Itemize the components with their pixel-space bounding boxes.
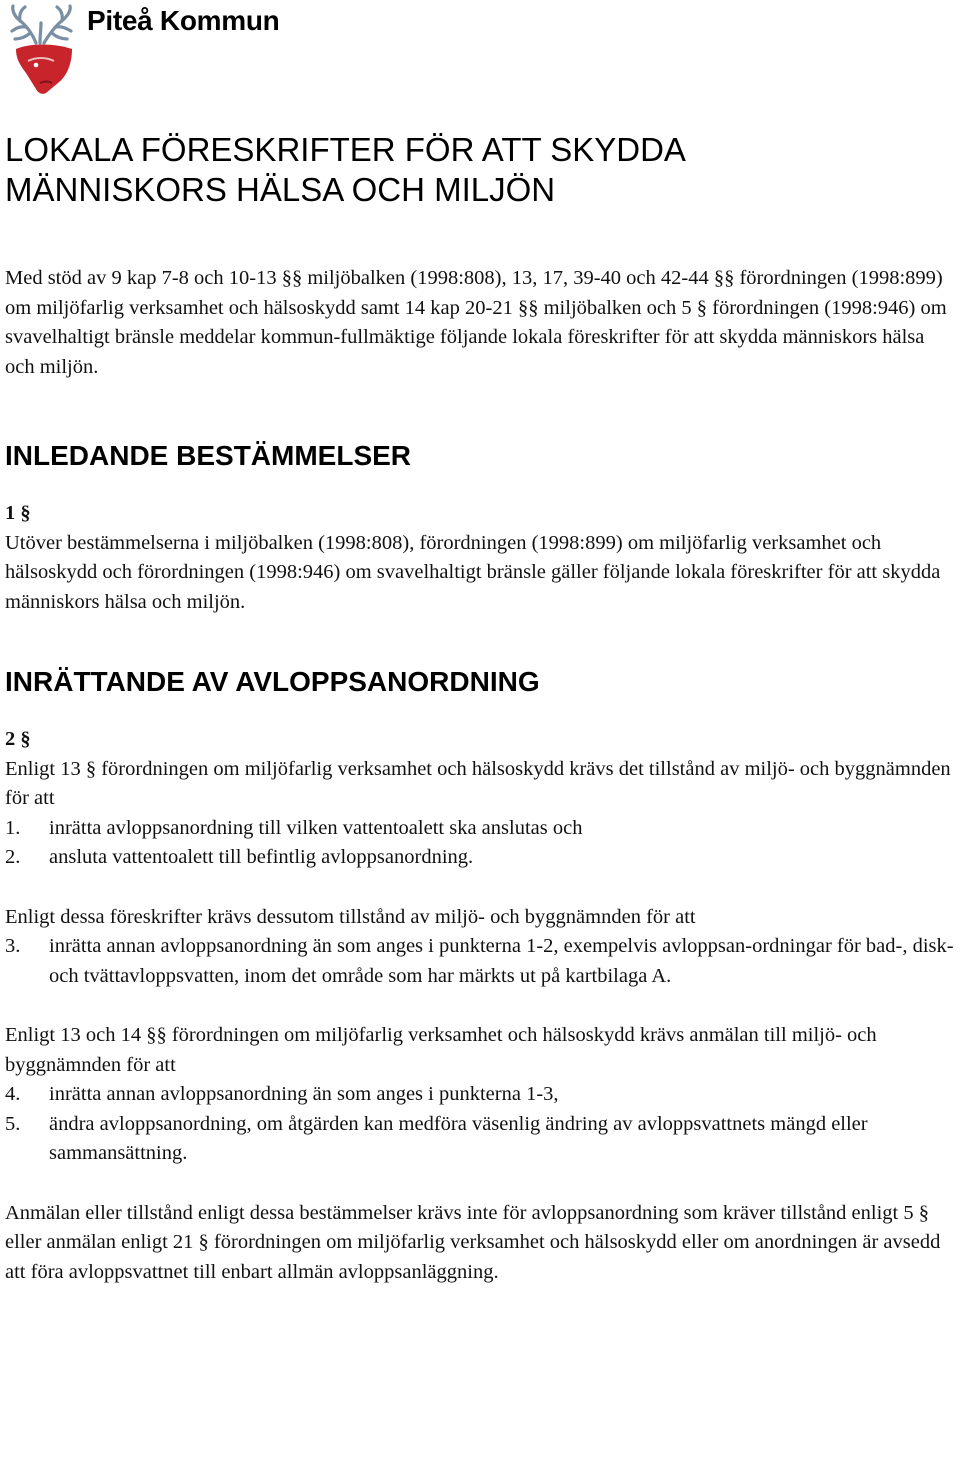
document-title [5,130,957,210]
paragraph-2-text-d: Anmälan eller tillstånd enligt dessa bestämmelser krävs inte för avloppsanordning som kräver tillstånd enligt 5 § eller anmälan enligt 21 § förordningen om miljöfarlig verksamhet och hälsoskydd eller om anordningen är avsedd att föra avloppsvattnet till enbart allmän avloppsanläggning. [5,1201,941,1283]
list-item: 5. ändra avloppsanordning, om åtgärden kan medföra väsenlig ändring av avloppsvattnets mängd eller sammansättning. [5,1112,868,1164]
list-item: 1. inrätta avloppsanordning till vilken vattentoalett ska anslutas och [5,816,583,839]
intro-paragraph: Med stöd av 9 kap 7-8 och 10-13 §§ miljöbalken (1998:808), 13, 17, 39-40 och 42-44 §§ förordningen (1998:899) om miljöfarlig verksamhet och hälsoskydd samt 14 kap 20-21 §§ miljöbalken och 5 § förordningen (1998:946) om svavelhaltigt bränsle meddelar kommun-fullmäktige följande lokala föreskrifter för att skydda människors hälsa och miljön. [5,267,947,378]
title-line-1: LOKALA FÖRESKRIFTER FÖR ATT SKYDDA [5,131,686,168]
page-header [6,3,279,99]
title-line-2: MÄNNISKORS HÄLSA OCH MILJÖN [5,171,556,208]
section-heading-inledande: INLEDANDE BESTÄMMELSER [5,440,412,471]
paragraph-number-1: 1 § [5,502,31,524]
list-a [5,814,957,873]
list-item: 4. inrätta annan avloppsanordning än som anges i punkterna 1-3, [5,1083,559,1105]
document-body [5,130,957,1287]
paragraph-number-2: 2 § [5,728,31,750]
paragraph-2-text-b: Enligt dessa föreskrifter krävs dessutom tillstånd av miljö- och byggnämnden för att [5,905,696,928]
list-item: 2. ansluta vattentoalett till befintlig avloppsanordning. [5,846,474,868]
list-b [5,932,957,991]
section-heading-avloppsanordning: INRÄTTANDE AV AVLOPPSANORDNING [5,666,540,697]
paragraph-2-text-a: Enligt 13 § förordningen om miljöfarlig verksamhet och hälsoskydd krävs det tillstånd av miljö- och byggnämnden för att [5,757,951,809]
list-c [5,1080,957,1169]
paragraph-1-text: Utöver bestämmelserna i miljöbalken (1998:808), förordningen (1998:899) om miljöfarlig verksamhet och hälsoskydd och förordningen (1998:946) om svavelhaltigt bränsle gäller följande lokala föreskrifter för att skydda människors hälsa och miljön. [5,531,941,613]
paragraph-2-text-c: Enligt 13 och 14 §§ förordningen om miljöfarlig verksamhet och hälsoskydd krävs anmälan till miljö- och byggnämnden för att [5,1024,877,1076]
list-item: 3. inrätta annan avloppsanordning än som anges i punkterna 1-2, exempelvis avloppsan-ordningar för bad-, disk- och tvättavloppsvatten, inom det område som har märkts ut på kartbilaga A. [5,935,954,987]
reindeer-coat-of-arms-icon [6,3,80,99]
org-name: Piteå Kommun [87,5,280,36]
